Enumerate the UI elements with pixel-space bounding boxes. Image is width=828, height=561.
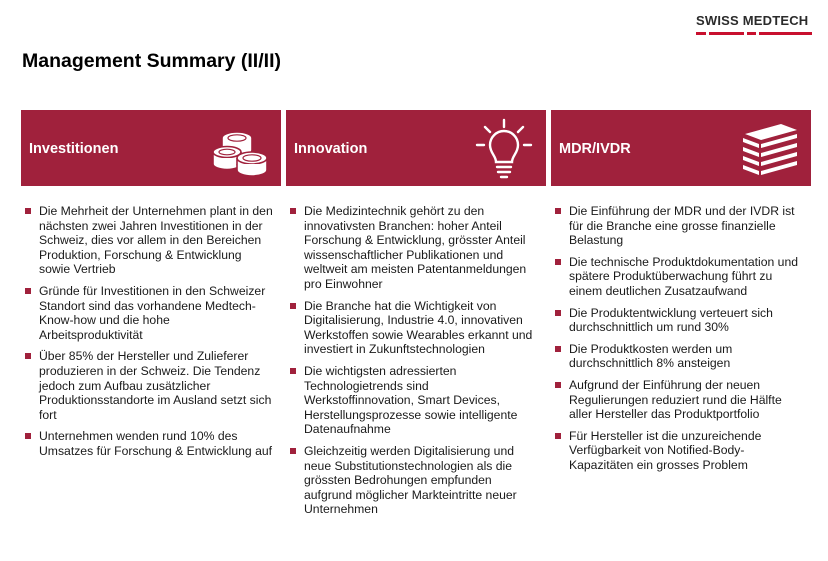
bullet-list [286, 204, 546, 517]
list-item: Gründe für Investitionen in den Schweizer Standort sind das vorhandene Medtech-Know-how und die hohe Arbeitsproduktivität [39, 284, 275, 342]
column-title: MDR/IVDR [559, 141, 631, 157]
list-item: Gleichzeitig werden Digitalisierung und neue Substitutionstechnologien als die grössten Bedrohungen empfunden aufgrund möglicher Markteintritte neuer Unternehmen [304, 444, 540, 517]
books-icon [737, 118, 801, 180]
coins-icon [207, 118, 271, 180]
column-investitionen [21, 110, 281, 466]
list-item: Die Mehrheit der Unternehmen plant in den nächsten zwei Jahren Investitionen in der Schweiz, dies vor allem in den Bereichen Produktion, Forschung & Entwicklung sowie Vertrieb [39, 204, 275, 277]
list-item: Die wichtigsten adressierten Technologietrends sind Werkstoffinnovation, Smart Devices, Herstellungsprozesse sowie intelligente Datenaufnahme [304, 364, 540, 437]
column-title: Innovation [294, 141, 368, 157]
column-header [286, 110, 546, 186]
logo-text: SWISS MEDTECH [696, 13, 809, 28]
column-mdr-ivdr [551, 110, 811, 480]
list-item: Für Hersteller ist die unzureichende Verfügbarkeit von Notified-Body-Kapazitäten ein grosses Problem [569, 429, 805, 473]
column-header [551, 110, 811, 186]
list-item: Die technische Produktdokumentation und spätere Produktüberwachung führt zu einem deutlichen Zusatzaufwand [569, 255, 805, 299]
page-title: Management Summary (II/II) [22, 50, 281, 72]
column-header [21, 110, 281, 186]
swiss-medtech-logo [696, 14, 812, 35]
bullet-list [551, 204, 811, 473]
list-item: Über 85% der Hersteller und Zulieferer produzieren in der Schweiz. Die Tendenz jedoch zum Aufbau zusätzlicher Produktionsstandorte im Ausland setzt sich fort [39, 349, 275, 422]
list-item: Die Einführung der MDR und der IVDR ist für die Branche eine grosse finanzielle Belastung [569, 204, 805, 248]
list-item: Die Medizintechnik gehört zu den innovativsten Branchen: hoher Anteil Forschung & Entwicklung, grösster Anteil wissenschaftlicher Publikationen und weltweit am meisten Patentanmeldungen pro Einwohner [304, 204, 540, 292]
list-item: Die Branche hat die Wichtigkeit von Digitalisierung, Industrie 4.0, innovativen Werkstoffen sowie Wearables erkannt und investiert in Zukunftstechnologien [304, 299, 540, 357]
list-item: Aufgrund der Einführung der neuen Regulierungen reduziert rund die Hälfte aller Hersteller das Produktportfolio [569, 378, 805, 422]
lightbulb-icon [472, 118, 536, 180]
list-item: Die Produktkosten werden um durchschnittlich 8% ansteigen [569, 342, 805, 371]
list-item: Unternehmen wenden rund 10% des Umsatzes für Forschung & Entwicklung auf [39, 429, 275, 458]
column-innovation [286, 110, 546, 524]
column-title: Investitionen [29, 141, 119, 157]
logo-underline [696, 32, 812, 35]
bullet-list [21, 204, 281, 459]
list-item: Die Produktentwicklung verteuert sich durchschnittlich um rund 30% [569, 306, 805, 335]
